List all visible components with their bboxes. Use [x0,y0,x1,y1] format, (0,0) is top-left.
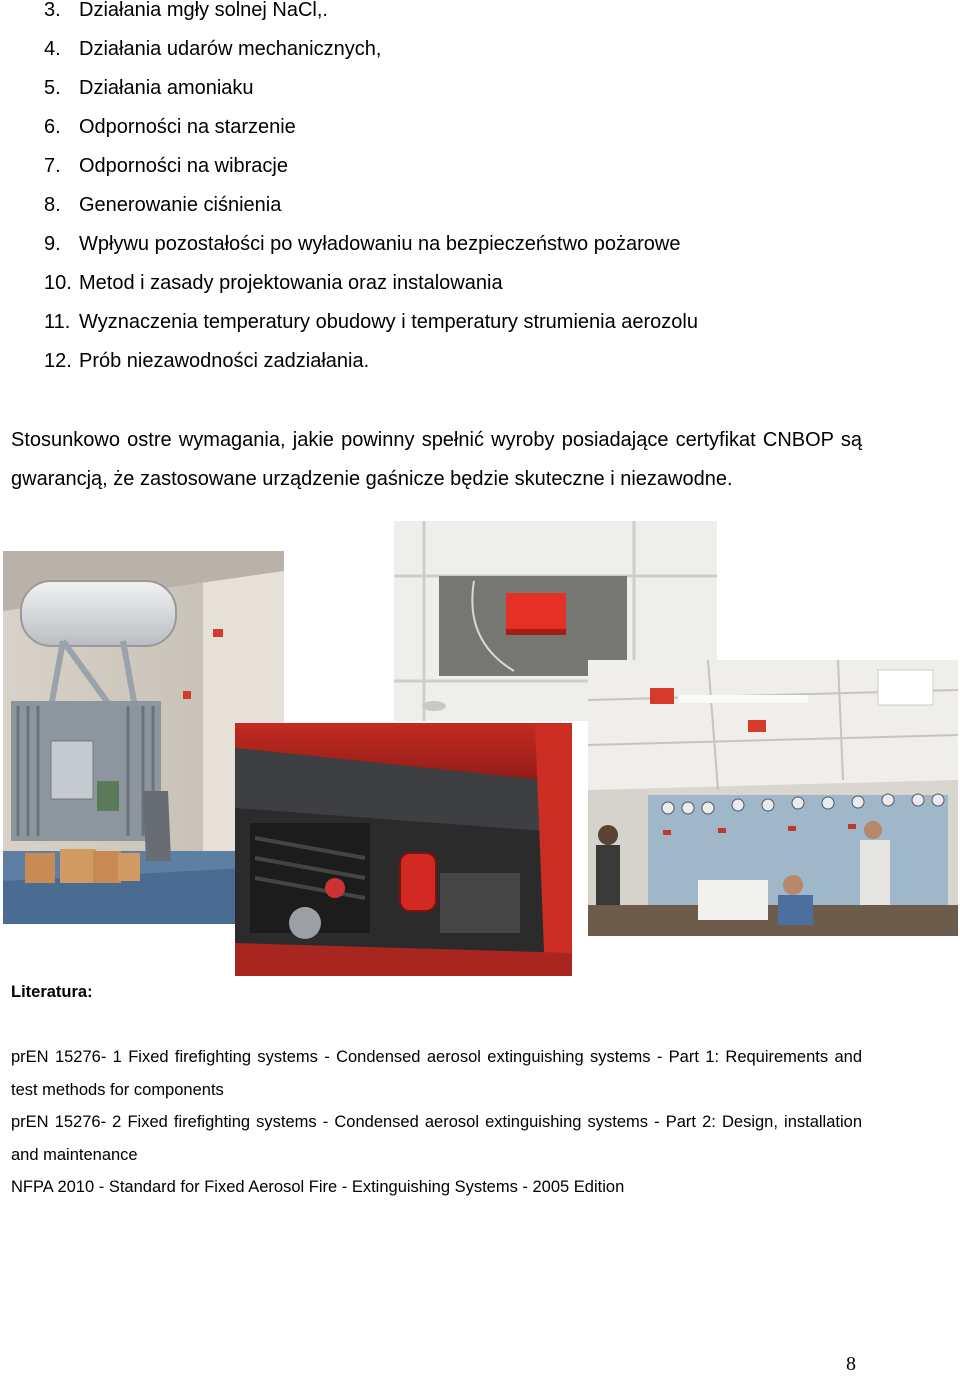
reference-item: prEN 15276- 1 Fixed firefighting systems - Condensed aerosol extinguishing systems - Part 1: Requirements and test methods for components [11,1048,862,1099]
reference-item: prEN 15276- 2 Fixed firefighting systems - Condensed aerosol extinguishing systems - Part 2: Design, installation and maintenance [11,1113,862,1164]
control-room-photo [588,660,958,936]
summary-paragraph: Stosunkowo ostre wymagania, jakie powinny spełnić wyroby posiadające certyfikat CNBOP są gwarancją, że zastosowane urządzenie gaśnicze będzie skuteczne i niezawodne. [11,429,862,490]
literature-heading: Literatura: [11,983,93,1001]
engine-bay-photo [235,723,572,976]
page-number: 8 [846,1353,856,1375]
reference-item: NFPA 2010 - Standard for Fixed Aerosol Fire - Extinguishing Systems - 2005 Edition [11,1178,625,1196]
reference-list [11,1041,862,1204]
